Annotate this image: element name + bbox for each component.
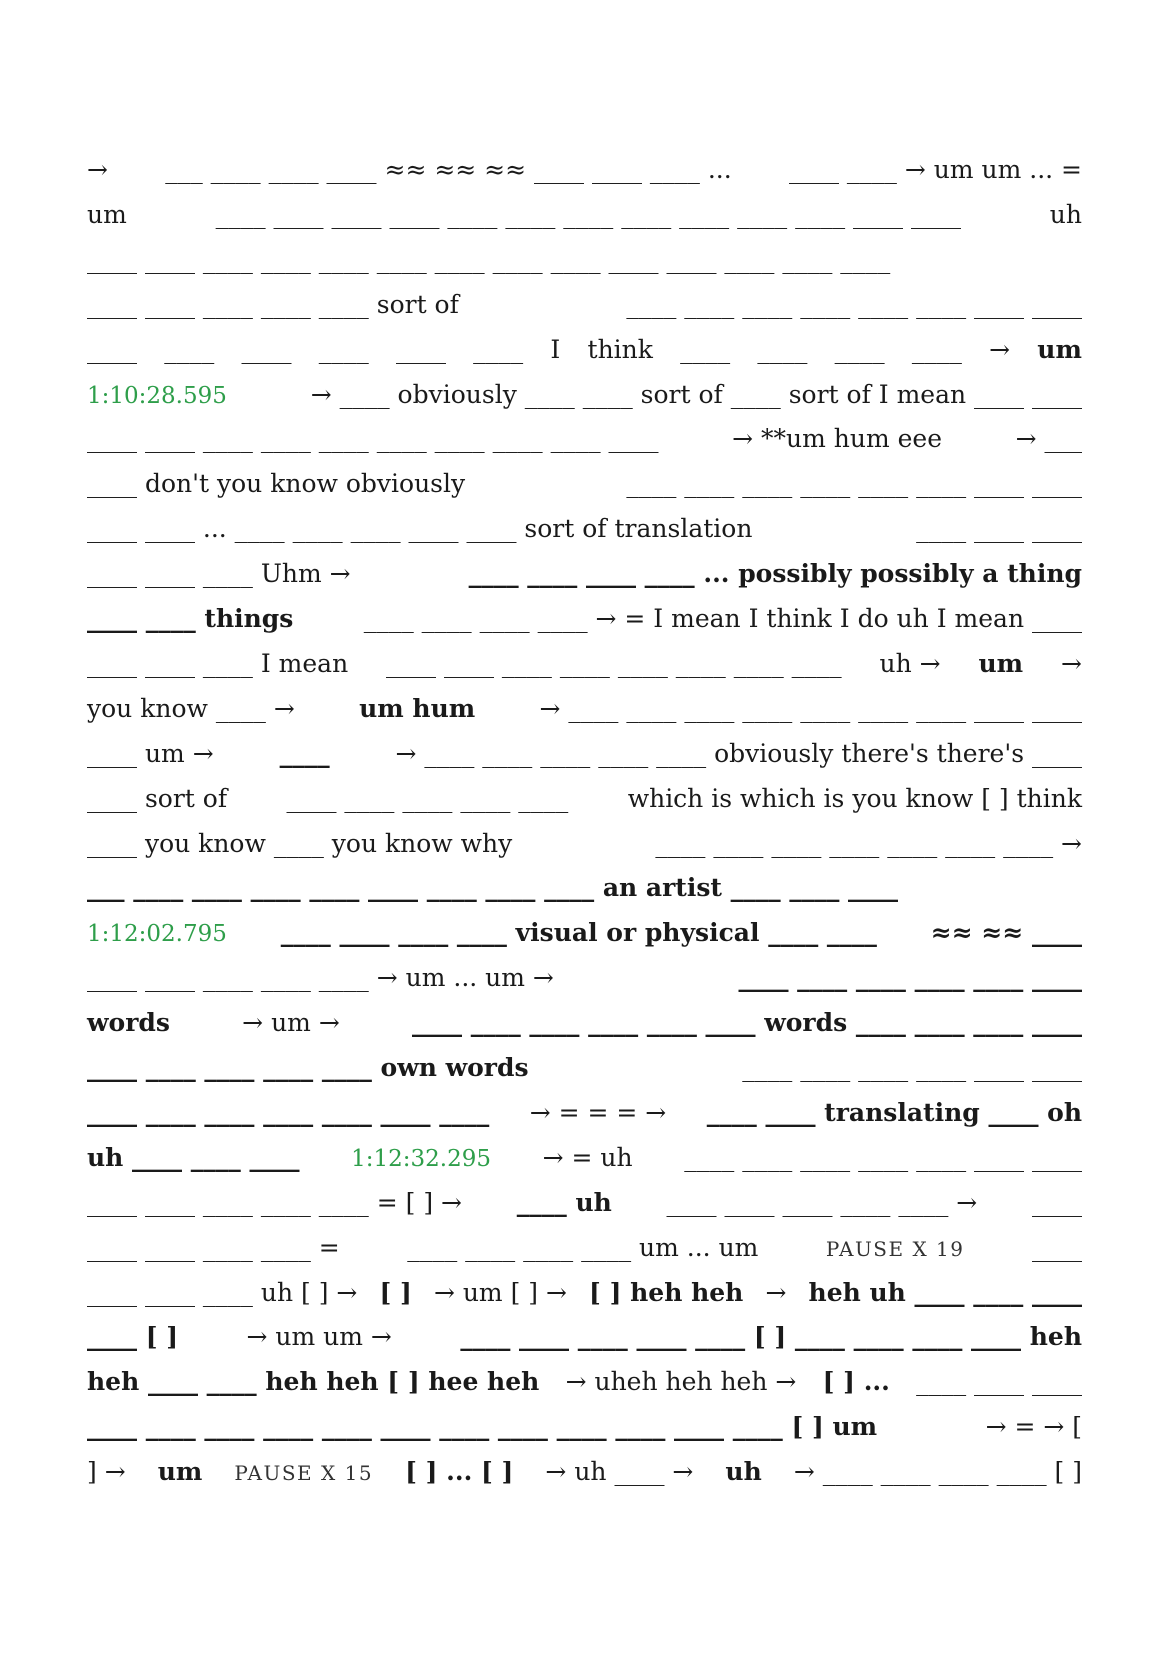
transcript-line	[87, 1226, 1082, 1270]
transcript-line	[87, 1181, 1082, 1225]
transcript-token: → uh ____ →	[545, 1457, 694, 1487]
transcript-token: ] →	[87, 1457, 126, 1487]
transcript-line	[87, 911, 1082, 955]
transcript-token: ____ ____ ____ uh [ ] →	[87, 1277, 358, 1307]
bold-token: um	[1037, 334, 1082, 364]
bold-token: ≈≈ ≈≈ ____	[930, 918, 1082, 948]
transcript-line	[87, 1271, 1082, 1315]
pause-marker: PAUSE X 15	[234, 1461, 374, 1486]
transcript-token: → uheh heh heh →	[565, 1367, 797, 1397]
bold-token: ____ uh	[516, 1187, 612, 1217]
transcript-token: ____ ____ ____ ____ ____ ____ ____ ____	[626, 289, 1082, 319]
bold-token: uh	[725, 1457, 762, 1487]
transcript-token: uh	[1049, 199, 1082, 229]
transcript-line	[87, 417, 1082, 461]
transcript-token: ____	[318, 334, 369, 364]
transcript-token: ____ ____ → um um ... =	[788, 155, 1082, 184]
timestamp: 1:10:28.595	[87, 382, 227, 409]
bold-token: [ ] heh heh	[589, 1277, 744, 1307]
transcript-token: uh →	[879, 648, 941, 678]
transcript-token: ____ ____ ____ ____ ____ → um ... um →	[87, 963, 554, 993]
transcript-token: →	[989, 334, 1011, 364]
transcript-token: ____ ____ ____ ____ ____ →	[666, 1187, 978, 1217]
transcript-token: ____ ____ ____	[916, 514, 1082, 544]
transcript-line	[87, 238, 1082, 282]
transcript-line	[87, 1315, 1082, 1359]
transcript-line	[87, 462, 1082, 506]
transcript-token: ____ ____ ____ ____ ____ ____ ____ ____	[626, 469, 1082, 499]
transcript-line	[87, 1360, 1082, 1404]
transcript-token: →	[765, 1277, 787, 1307]
transcript-token: ____	[473, 334, 524, 364]
bold-token: words	[87, 1008, 170, 1038]
transcript-token: ____ ____ ____ ____ ____ ____ ____ ____ ____ ____ ____ ____ ____ ____	[87, 244, 891, 274]
bold-token: ____ ____ ____ ____ visual or physical ____ ____	[280, 918, 877, 948]
bold-token: heh ____ ____ heh heh [ ] hee heh	[87, 1367, 540, 1397]
transcript-line	[87, 193, 1082, 237]
bold-token: ____ ____ ____ ____ ____ ____	[738, 963, 1082, 993]
transcript-token: ____ ____ ____ ____ =	[87, 1232, 340, 1262]
transcript-token: ____	[164, 334, 215, 364]
transcript-token: ____ ____ ____ Uhm →	[87, 559, 351, 589]
transcript-token: ____ ____ ____ ____ ____ = [ ] →	[87, 1187, 462, 1217]
transcript-line	[87, 328, 1082, 372]
transcript-token: ____	[1032, 1232, 1082, 1262]
transcript-token: ____	[911, 334, 962, 364]
transcript-line	[87, 283, 1082, 327]
bold-token: ___ ____ ____ ____ ____ ____ ____ ____ ____ an artist ____ ____ ____	[87, 873, 899, 903]
bold-token: um	[978, 648, 1024, 678]
transcript-line	[87, 1450, 1082, 1494]
transcript-token: I	[550, 334, 561, 364]
transcript-token: ____ ____ ____ ____ ____ ____ ____ →	[655, 828, 1082, 858]
transcript-line	[87, 822, 1082, 866]
transcript-token: → ____ ____ ____ ____ [ ]	[793, 1457, 1082, 1487]
transcript-line	[87, 732, 1082, 776]
timestamp: 1:12:02.795	[87, 921, 227, 948]
transcript-line	[87, 148, 1082, 192]
transcript-token: ____	[395, 334, 446, 364]
transcript-line	[87, 866, 1082, 910]
transcript-token: → um um →	[246, 1322, 392, 1352]
bold-token: ____ [ ]	[87, 1322, 179, 1352]
transcript-token: ____ ____ ____ ____ ____ ____	[742, 1053, 1082, 1082]
transcript-token: ____ ____ ____ ____ ____ ____ ____ ____ ____ ____	[87, 424, 659, 454]
transcript-token: um	[87, 199, 127, 229]
timestamp: 1:12:32.295	[351, 1145, 491, 1172]
transcript-token: ____ ____ ____ ____ ____ ____ ____	[684, 1142, 1082, 1172]
transcript-token: → um →	[242, 1008, 340, 1038]
transcript-line	[87, 1136, 1082, 1180]
transcript-line	[87, 373, 1082, 417]
bold-token: ____ ____ ____ ____ ... possibly possibly a thing	[468, 559, 1082, 589]
bold-token: um hum	[359, 693, 476, 723]
transcript-line	[87, 777, 1082, 821]
transcript-token: ____ ____ ____ I mean	[87, 648, 349, 678]
transcript-line	[87, 956, 1082, 1000]
bold-token: ____ ____ ____ ____ ____ own words	[87, 1053, 529, 1082]
bold-token: ____ ____ ____ ____ ____ ____ ____ ____ ____ ____ ____ ____ [ ] um	[87, 1412, 878, 1442]
transcript-token: think	[587, 334, 653, 364]
transcript-token: → = → [	[985, 1412, 1082, 1442]
transcript-token: ___ ____ ____ ____ ≈≈ ≈≈ ≈≈ ____ ____ ____ ...	[165, 155, 732, 184]
transcript-token: ____	[757, 334, 808, 364]
transcript-token: ____	[1031, 1187, 1082, 1217]
transcript-line	[87, 1046, 1082, 1090]
transcript-token: ____ um →	[87, 738, 214, 768]
bold-token: ____	[279, 738, 330, 768]
transcript-token: → ____ ____ ____ ____ ____ obviously there's there's ____	[395, 738, 1082, 768]
transcript-line	[87, 642, 1082, 686]
transcript-token: ____ ____ ____ ____ ____ ____ ____ ____ ____ ____ ____ ____ ____	[215, 199, 961, 229]
transcript-token: → ____ ____ ____ ____ ____ ____ ____ ____ ____	[539, 693, 1082, 723]
pause-marker: PAUSE X 19	[825, 1236, 965, 1261]
transcript-token: ____	[680, 334, 731, 364]
transcript-token: ____ you know ____ you know why	[87, 828, 513, 858]
transcript-token: →	[1061, 648, 1082, 678]
transcript-line	[87, 687, 1082, 731]
bold-token: [ ]	[379, 1277, 412, 1307]
bold-token: [ ] ...	[822, 1367, 890, 1397]
transcript-token: ____ ____ ____ ____ ____ sort of	[87, 289, 459, 319]
transcript-line	[87, 597, 1082, 641]
transcript-token: ____ ____ ____ ____ → = I mean I think I do uh I mean ____	[363, 604, 1082, 633]
transcript-line	[87, 1405, 1082, 1449]
bold-token: ____ ____ ____ ____ ____ [ ] ____ ____ ____ ____ heh	[460, 1322, 1082, 1352]
transcript-token: → = uh	[542, 1142, 633, 1172]
bold-token: heh uh ____ ____ ____	[808, 1277, 1082, 1307]
transcript-token: → **um hum eee	[732, 424, 942, 454]
bold-token: uh ____ ____ ____	[87, 1142, 300, 1172]
transcript-token: ____ ____ ____ ____ ____	[286, 783, 569, 813]
transcript-line	[87, 552, 1082, 596]
transcript-token: ____	[87, 334, 137, 364]
transcript-token: ____ sort of	[87, 783, 228, 813]
bold-token: ____ ____ ____ ____ ____ ____ ____	[87, 1097, 490, 1127]
bold-token: ____ ____ translating ____ oh	[706, 1097, 1082, 1127]
transcript-token: ____ don't you know obviously	[87, 469, 466, 499]
transcript-token: ____ ____ ____ ____ ____ ____ ____ ____	[386, 648, 842, 678]
bold-token: ____ ____ things	[87, 604, 294, 633]
transcript-token: ____ ____ ... ____ ____ ____ ____ ____ sort of translation	[87, 514, 753, 544]
transcript-token: ____ ____ ____	[916, 1367, 1082, 1397]
transcript-token: which is which is you know [ ] think	[627, 783, 1082, 813]
transcript-token: ____	[241, 334, 292, 364]
transcript-token: you know ____ →	[87, 693, 295, 723]
transcript-line	[87, 1001, 1082, 1045]
transcript-token: → ____ obviously ____ ____ sort of ____ sort of I mean ____ ____	[310, 379, 1082, 409]
transcript-token: → um [ ] →	[433, 1277, 567, 1307]
transcript-token: → = = = →	[529, 1097, 667, 1127]
transcript-line	[87, 507, 1082, 551]
bold-token: [ ] ... [ ]	[405, 1457, 514, 1487]
transcript-line	[87, 1091, 1082, 1135]
transcript-token: →	[87, 155, 108, 184]
transcript-token: → ___	[1015, 424, 1082, 454]
transcript-token: ____ ____ ____ ____ um ... um	[407, 1232, 759, 1262]
transcript-token: ____	[834, 334, 885, 364]
bold-token: um	[157, 1457, 203, 1487]
bold-token: ____ ____ ____ ____ ____ ____ words ____ ____ ____ ____	[412, 1008, 1082, 1038]
